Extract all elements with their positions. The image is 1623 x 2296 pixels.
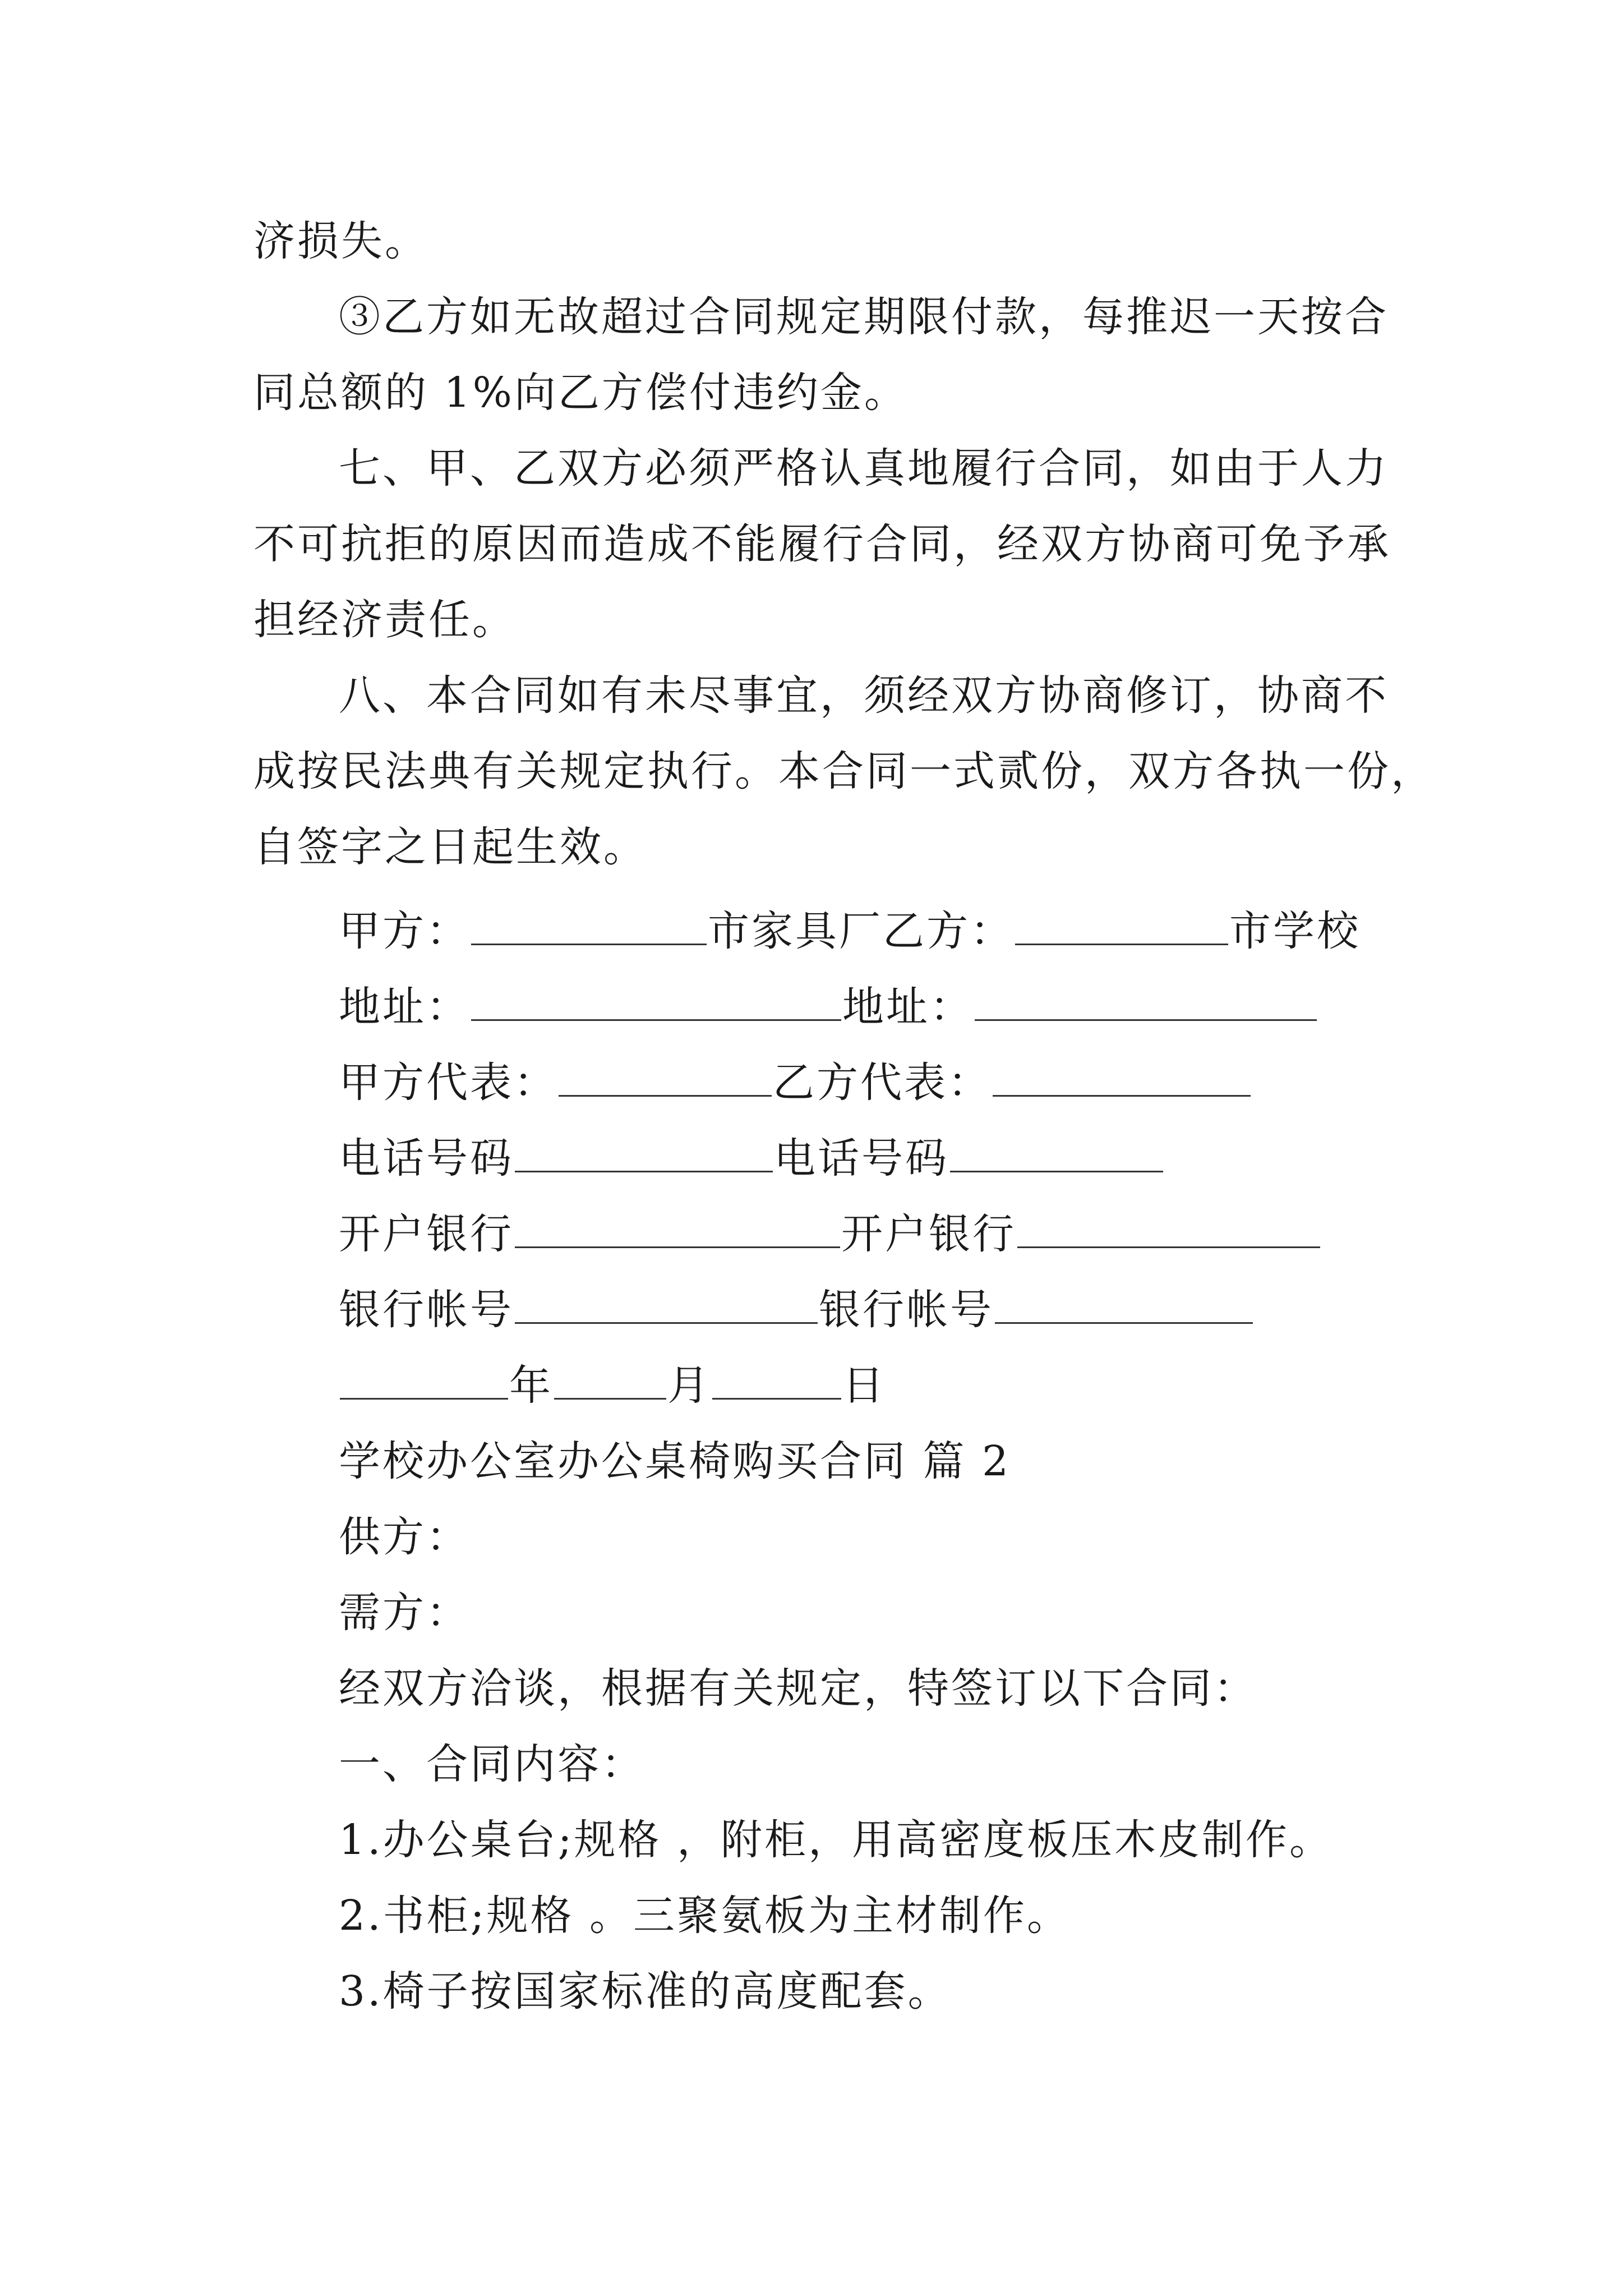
signature-bank-row [339, 1206, 1321, 1262]
rep-b-label: 乙方代表： [773, 1059, 992, 1107]
month-blank[interactable] [554, 1358, 666, 1400]
address-b-label: 地址： [842, 983, 974, 1031]
signature-phone-row [339, 1130, 1164, 1186]
section-heading: 一、合同内容： [339, 1740, 645, 1788]
paragraph-line: 不可抗拒的原因而造成不能履行合同，经双方协商可免予承 [253, 520, 1391, 568]
day-label: 日 [842, 1361, 886, 1410]
address-b-blank[interactable] [975, 979, 1317, 1021]
party-b-suffix: 市学校 [1229, 907, 1361, 955]
paragraph-line: 担经济责任。 [253, 596, 516, 644]
paragraph-line: ③乙方如无故超过合同规定期限付款，每推迟一天按合 [339, 293, 1389, 341]
signature-address-row [339, 979, 1318, 1035]
intro-line: 经双方洽谈，根据有关规定，特签订以下合同： [339, 1664, 1257, 1713]
party-b-blank[interactable] [1015, 903, 1228, 945]
phone-a-blank[interactable] [515, 1130, 773, 1172]
paragraph-line: 七、甲、乙双方必须严格认真地履行合同，如由于人力 [339, 444, 1389, 493]
buyer-label: 需方： [339, 1589, 470, 1637]
account-a-label: 银行帐号 [339, 1286, 514, 1334]
rep-b-blank[interactable] [993, 1055, 1251, 1097]
paragraph-line: 成按民法典有关规定执行。本合同一式贰份，双方各执一份， [253, 747, 1435, 795]
rep-a-label: 甲方代表： [339, 1059, 557, 1107]
signature-party-row [339, 903, 1361, 959]
phone-b-blank[interactable] [950, 1130, 1163, 1172]
paragraph-line: 同总额的 1%向乙方偿付违约金。 [253, 369, 908, 417]
party-a-suffix: 市家具厂 [708, 907, 883, 955]
bank-b-label: 开户银行 [841, 1210, 1016, 1258]
party-b-label: 乙方： [883, 907, 1014, 955]
supplier-label: 供方： [339, 1513, 470, 1561]
signature-date-row [339, 1358, 886, 1414]
day-blank[interactable] [712, 1358, 841, 1400]
bank-b-blank[interactable] [1017, 1206, 1320, 1248]
contract-2-title: 学校办公室办公桌椅购买合同 篇 2 [339, 1437, 1011, 1485]
list-item: 1.办公桌台;规格 ，附柜，用高密度板压木皮制作。 [339, 1816, 1334, 1864]
year-label: 年 [509, 1361, 553, 1410]
party-a-blank[interactable] [471, 903, 707, 945]
address-a-blank[interactable] [471, 979, 841, 1021]
paragraph-line: 济损失。 [253, 217, 428, 265]
paragraph-line: 八、本合同如有未尽事宜，须经双方协商修订，协商不 [339, 671, 1389, 720]
signature-account-row [339, 1282, 1254, 1338]
bank-a-blank[interactable] [515, 1206, 840, 1248]
phone-a-label: 电话号码 [339, 1134, 514, 1182]
bank-a-label: 开户银行 [339, 1210, 514, 1258]
rep-a-blank[interactable] [559, 1055, 772, 1097]
list-item: 3.椅子按国家标准的高度配套。 [339, 1967, 952, 2016]
paragraph-line: 自签字之日起生效。 [253, 823, 647, 871]
signature-rep-row [339, 1055, 1252, 1111]
phone-b-label: 电话号码 [774, 1134, 949, 1182]
list-item: 2.书柜;规格 。三聚氨板为主材制作。 [339, 1892, 1071, 1940]
account-a-blank[interactable] [515, 1282, 818, 1324]
account-b-label: 银行帐号 [819, 1286, 994, 1334]
party-a-label: 甲方： [339, 907, 470, 955]
account-b-blank[interactable] [995, 1282, 1253, 1324]
year-blank[interactable] [340, 1358, 508, 1400]
month-label: 月 [667, 1361, 711, 1410]
address-a-label: 地址： [339, 983, 470, 1031]
